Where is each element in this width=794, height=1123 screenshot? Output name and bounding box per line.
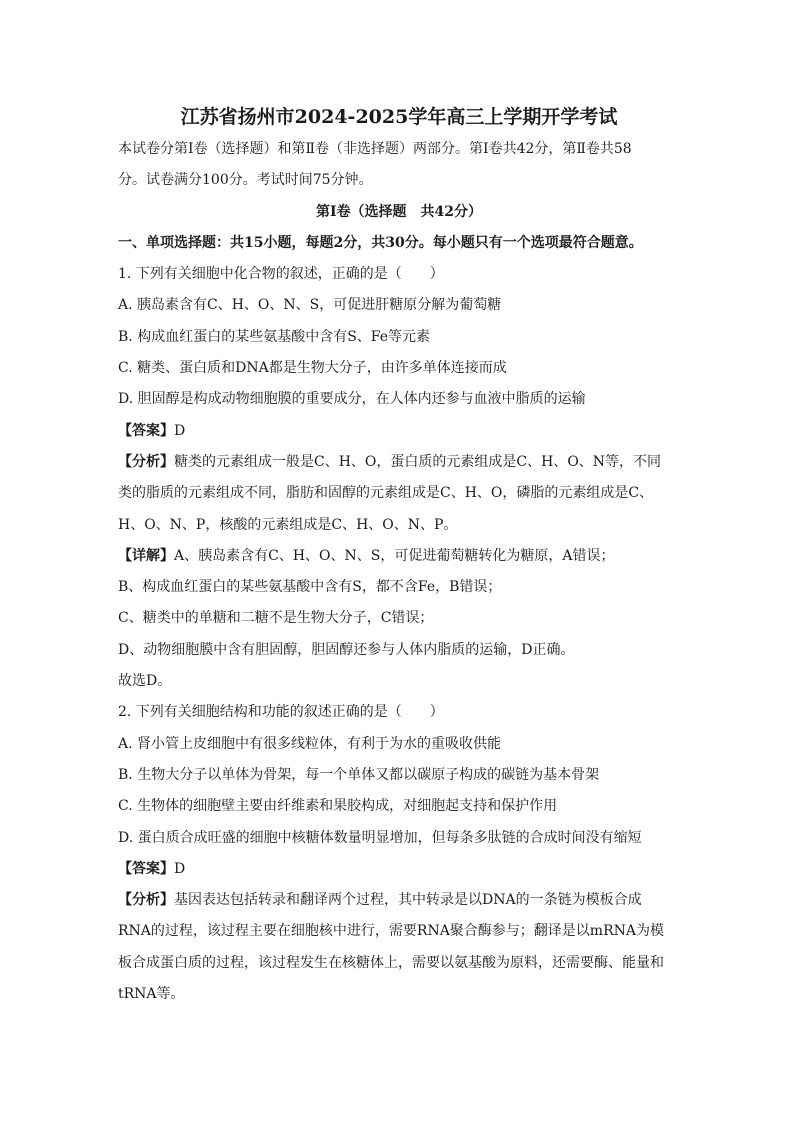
- q2-option-c: C. 生物体的细胞壁主要由纤维素和果胶构成，对细胞起支持和保护作用: [118, 798, 558, 815]
- answer-tag: 【答案】: [118, 422, 174, 439]
- q1-detail-line: B、构成血红蛋白的某些氨基酸中含有S，都不含Fe，B错误；: [118, 579, 502, 596]
- document-content: [118, 100, 680, 1010]
- intro-line: 分。试卷满分100分。考试时间75分钟。: [118, 172, 373, 189]
- q1-analysis-line: [118, 447, 680, 478]
- question-1-stem: 1. 下列有关细胞中化合物的叙述，正确的是（ ）: [118, 266, 444, 283]
- q1-detail-line: D、动物细胞膜中含有胆固醇，胆固醇还参与人体内脂质的运输，D正确。: [118, 641, 575, 658]
- q1-option-b: B. 构成血红蛋白的某些氨基酸中含有S、Fe等元素: [118, 328, 431, 345]
- q1-detail-line: [118, 541, 680, 572]
- analysis-text: 基因表达包括转录和翻译两个过程，其中转录是以DNA的一条链为模板合成: [174, 892, 642, 909]
- q1-conclusion: 故选D。: [118, 673, 172, 690]
- q1-option-c: C. 糖类、蛋白质和DNA都是生物大分子，由许多单体连接而成: [118, 360, 507, 377]
- q1-analysis-line: 类的脂质的元素组成不同，脂肪和固醇的元素组成是C、H、O，磷脂的元素组成是C、: [118, 485, 654, 502]
- analysis-tag: 【分析】: [118, 892, 174, 909]
- q1-option-a: A. 胰岛素含有C、H、O、N、S，可促进肝糖原分解为葡萄糖: [118, 297, 502, 314]
- detail-tag: 【详解】: [118, 547, 174, 564]
- q2-answer: [118, 854, 680, 885]
- answer-tag: 【答案】: [118, 860, 174, 877]
- q2-analysis-line: 板合成蛋白质的过程，该过程发生在核糖体上，需要以氨基酸为原料，还需要酶、能量和: [118, 954, 664, 971]
- q2-option-a: A. 肾小管上皮细胞中有很多线粒体，有利于为水的重吸收供能: [118, 735, 502, 752]
- q2-option-b: B. 生物大分子以单体为骨架，每一个单体又都以碳原子构成的碳链为基本骨架: [118, 766, 600, 783]
- detail-text: A、胰岛素含有C、H、O、N、S，可促进葡萄糖转化为糖原，A错误；: [174, 547, 615, 564]
- q2-analysis-line: tRNA等。: [118, 986, 185, 1003]
- q2-option-d: D. 蛋白质合成旺盛的细胞中核糖体数量明显增加，但每条多肽链的合成时间没有缩短: [118, 829, 642, 846]
- section1-heading: 一、单项选择题：共15小题，每题2分，共30分。每小题只有一个选项最符合题意。: [118, 234, 643, 251]
- q1-detail-line: C、糖类中的单糖和二糖不是生物大分子，C错误；: [118, 610, 434, 627]
- document-title: 江苏省扬州市2024-2025学年高三上学期开学考试: [180, 106, 618, 128]
- answer-value: D: [174, 860, 186, 877]
- answer-value: D: [174, 422, 186, 439]
- intro-line: 本试卷分第Ⅰ卷（选择题）和第Ⅱ卷（非选择题）两部分。第Ⅰ卷共42分，第Ⅱ卷共58: [118, 141, 632, 157]
- q2-analysis-line: RNA的过程，该过程主要在细胞核中进行，需要RNA聚合酶参与；翻译是以mRNA为模: [118, 923, 664, 940]
- analysis-tag: 【分析】: [118, 453, 174, 470]
- part1-heading: 第Ⅰ卷（选择题 共42分）: [315, 203, 483, 220]
- q1-option-d: D. 胆固醇是构成动物细胞膜的重要成分，在人体内还参与血液中脂质的运输: [118, 391, 586, 408]
- q2-analysis-line: [118, 885, 680, 916]
- q1-analysis-line: H、O、N、P，核酸的元素组成是C、H、O、N、P。: [118, 516, 458, 533]
- analysis-text: 糖类的元素组成一般是C、H、O，蛋白质的元素组成是C、H、O、N等，不同: [174, 453, 662, 470]
- q1-answer: [118, 416, 680, 447]
- question-2-stem: 2. 下列有关细胞结构和功能的叙述正确的是（ ）: [118, 704, 444, 721]
